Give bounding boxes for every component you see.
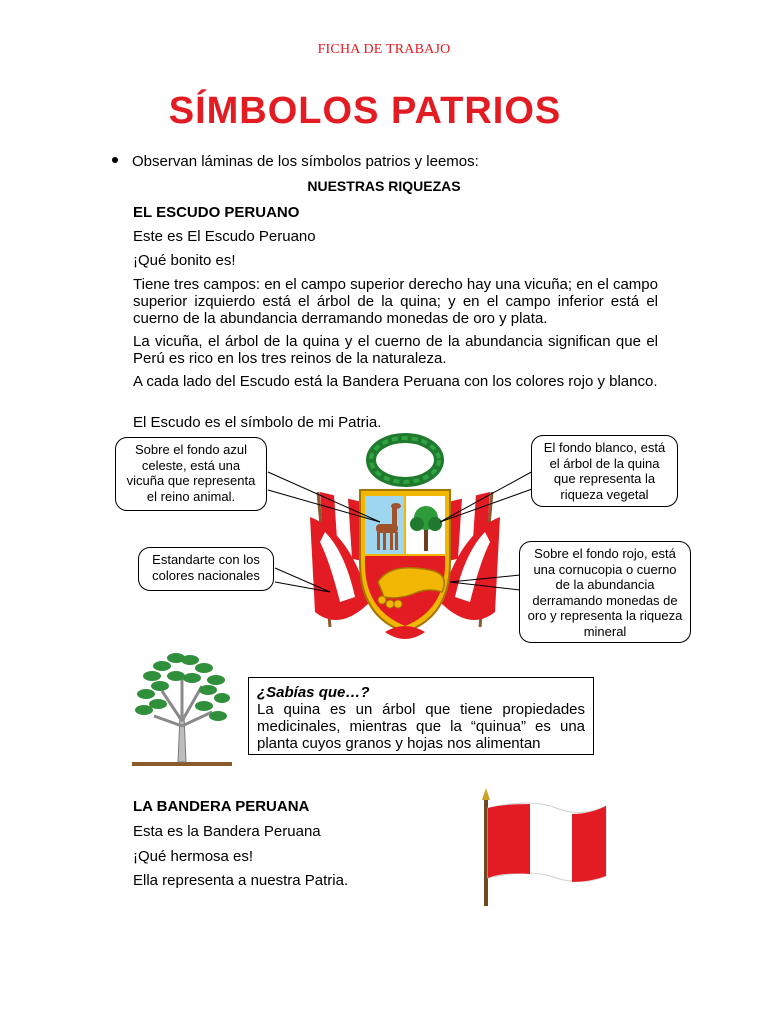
section-title: NUESTRAS RIQUEZAS <box>307 178 461 194</box>
callout-fondo-azul: Sobre el fondo azul celeste, está una vicuña que representa el reino animal. <box>115 437 267 511</box>
callout-estandarte: Estandarte con los colores nacionales <box>138 547 274 591</box>
callout-fondo-rojo: Sobre el fondo rojo, está una cornucopia o cuerno de la abundancia derramando monedas de oro y representa la riqueza mineral <box>519 541 691 643</box>
escudo-p3: Tiene tres campos: en el campo superior derecho hay una vicuña; en el campo superior izquierdo está el árbol de la quina; y en el campo inferior está el cuerno de la abundancia derramando monedas de oro y plata. <box>133 276 658 327</box>
escudo-heading: EL ESCUDO PERUANO <box>133 204 300 221</box>
sabias-que-body: La quina es un árbol que tiene propiedades medicinales, mientras que la “quinua” es una planta cuyos granos y hojas nos alimentan <box>257 701 585 752</box>
sabias-que-title: ¿Sabías que…? <box>257 684 370 701</box>
page-title: SÍMBOLOS PATRIOS <box>168 90 562 132</box>
bandera-p2: ¡Qué hermosa es! <box>133 848 254 865</box>
escudo-p5: A cada lado del Escudo está la Bandera Peruana con los colores rojo y blanco. <box>133 373 658 390</box>
bandera-p1: Esta es la Bandera Peruana <box>133 823 321 840</box>
callout-fondo-blanco: El fondo blanco, está el árbol de la quina que representa la riqueza vegetal <box>531 435 678 507</box>
intro-text: Observan láminas de los símbolos patrios y leemos: <box>132 153 479 170</box>
escudo-p1: Este es El Escudo Peruano <box>133 228 316 245</box>
peruvian-flag-picture <box>472 786 612 910</box>
escudo-p6: El Escudo es el símbolo de mi Patria. <box>133 414 382 431</box>
sabias-que-box <box>248 677 594 755</box>
bandera-p3: Ella representa a nuestra Patria. <box>133 872 349 889</box>
bandera-heading: LA BANDERA PERUANA <box>133 798 310 815</box>
quina-tree-picture <box>132 646 232 768</box>
escudo-p4: La vicuña, el árbol de la quina y el cuerno de la abundancia significan que el Perú es rico en los tres reinos de la naturaleza. <box>133 333 658 367</box>
escudo-p2: ¡Qué bonito es! <box>133 252 236 269</box>
worksheet-header: FICHA DE TRABAJO <box>317 42 451 57</box>
